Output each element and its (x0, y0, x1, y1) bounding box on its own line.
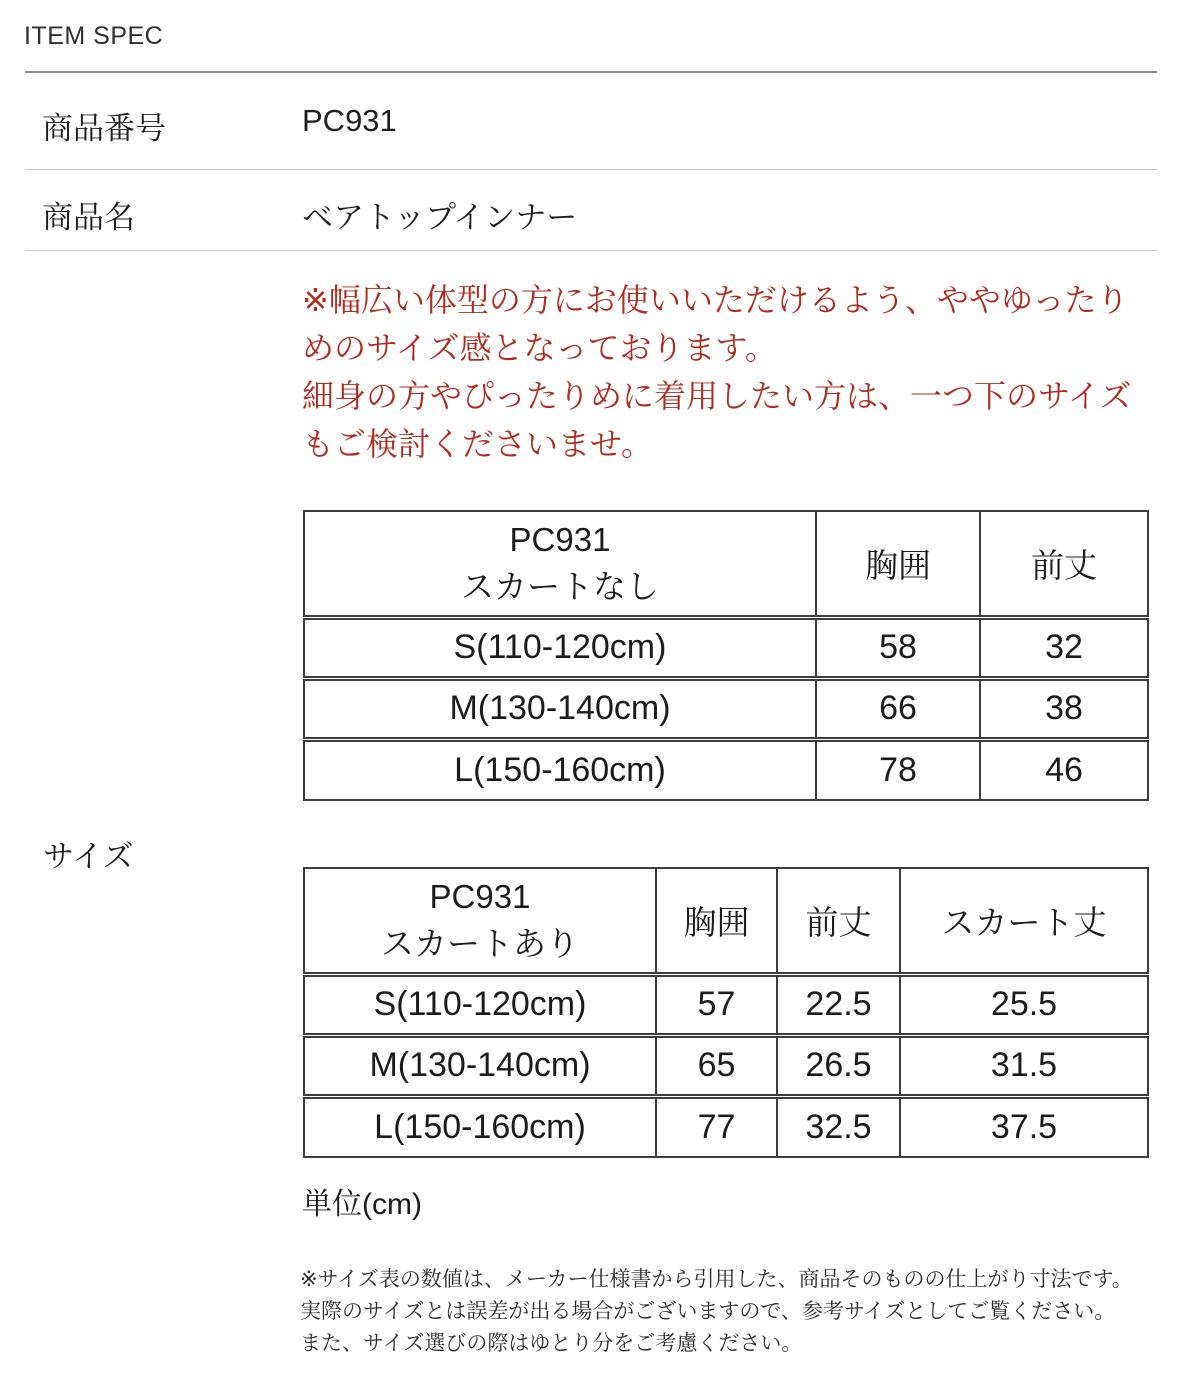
table-title-line: PC931 (429, 878, 531, 916)
divider-row-2 (25, 250, 1157, 251)
value-cell: 78 (816, 739, 980, 800)
table-title-line: スカートなし (461, 568, 659, 606)
value-cell: 32 (980, 617, 1148, 678)
spec-label-product-name: 商品名 (42, 200, 135, 235)
size-cell: M(130-140cm) (304, 678, 816, 739)
value-cell: 25.5 (900, 974, 1148, 1035)
column-header-front-length: 前丈 (777, 868, 900, 974)
table-title-cell (304, 868, 656, 974)
notice-line: めのサイズ感となっております。 (302, 330, 777, 366)
page-title: ITEM SPEC (24, 22, 164, 50)
notice-line: ※幅広い体型の方にお使いいただけるよう、ややゆったり (302, 282, 1129, 318)
table-row-m (304, 678, 1148, 739)
table-title-line: スカートあり (381, 925, 579, 963)
table-row-m (304, 1035, 1148, 1096)
size-section-label: サイズ (43, 839, 134, 874)
footnote-line: また、サイズ選びの際はゆとり分をご考慮ください。 (300, 1332, 803, 1355)
column-header-chest: 胸囲 (816, 511, 980, 617)
divider-top (25, 71, 1157, 73)
value-cell: 22.5 (777, 974, 900, 1035)
spec-value-product-number: PC931 (302, 103, 397, 138)
spec-value-product-name: ベアトップインナー (302, 200, 578, 235)
value-cell: 32.5 (777, 1096, 900, 1157)
notice-line: 細身の方やぴったりめに着用したい方は、一つ下のサイズ (302, 378, 1132, 414)
size-cell: S(110-120cm) (304, 617, 816, 678)
table-row-s (304, 617, 1148, 678)
size-cell: S(110-120cm) (304, 974, 656, 1035)
size-table-no-skirt (303, 510, 1149, 801)
table-row-l (304, 1096, 1148, 1157)
value-cell: 57 (656, 974, 777, 1035)
size-cell: L(150-160cm) (304, 739, 816, 800)
column-header-front-length: 前丈 (980, 511, 1148, 617)
value-cell: 26.5 (777, 1035, 900, 1096)
value-cell: 58 (816, 617, 980, 678)
table-title-cell (304, 511, 816, 617)
value-cell: 66 (816, 678, 980, 739)
size-cell: L(150-160cm) (304, 1096, 656, 1157)
size-notice (302, 276, 1172, 468)
value-cell: 46 (980, 739, 1148, 800)
column-header-skirt-length: スカート丈 (900, 868, 1148, 974)
footnote-line: ※サイズ表の数値は、メーカー仕様書から引用した、商品そのものの仕上がり寸法です。 (300, 1268, 1133, 1291)
size-cell: M(130-140cm) (304, 1035, 656, 1096)
table-header-row (304, 511, 1148, 617)
table-row-s (304, 974, 1148, 1035)
value-cell: 37.5 (900, 1096, 1148, 1157)
value-cell: 65 (656, 1035, 777, 1096)
value-cell: 31.5 (900, 1035, 1148, 1096)
table-title-line: PC931 (509, 521, 611, 559)
spec-label-product-number: 商品番号 (42, 111, 166, 146)
notice-line: もご検討くださいませ。 (302, 426, 654, 462)
divider-row-1 (25, 169, 1157, 170)
table-row-l (304, 739, 1148, 800)
value-cell: 77 (656, 1096, 777, 1157)
footnote-line: 実際のサイズとは誤差が出る場合がございますので、参考サイズとしてご覧ください。 (300, 1300, 1116, 1323)
unit-label: 単位(cm) (302, 1188, 422, 1221)
size-table-with-skirt (303, 867, 1149, 1158)
size-footnote (300, 1264, 1133, 1360)
value-cell: 38 (980, 678, 1148, 739)
column-header-chest: 胸囲 (656, 868, 777, 974)
table-header-row (304, 868, 1148, 974)
